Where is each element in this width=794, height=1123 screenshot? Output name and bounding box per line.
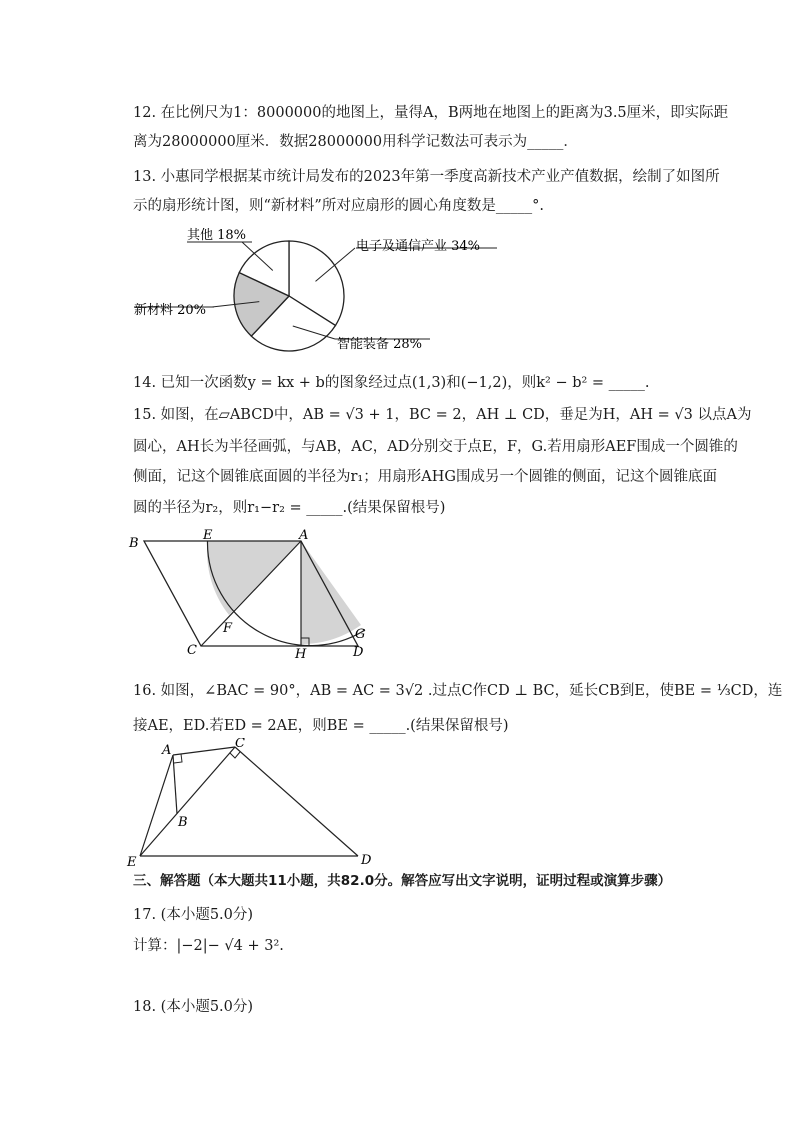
q14-line-1: 14. 已知一次函数y = kx + b的图象经过点(1,3)和(−1,2)，则k² − b² = _____. xyxy=(133,375,650,391)
q17-title: 17. (本小题5.0分) xyxy=(133,907,254,923)
label-b: B xyxy=(178,815,188,830)
pie-label-1: 智能装备 28% xyxy=(337,337,423,352)
label-c: C xyxy=(187,643,197,658)
segment-ec xyxy=(140,747,235,856)
q15-line-3: 侧面，记这个圆锥底面圆的半径为r₁；用扇形AHG围成另一个圆锥的侧面，记这个圆锥底面 xyxy=(133,469,717,485)
label-e: E xyxy=(127,855,137,868)
parallelogram-figure xyxy=(125,528,375,658)
q15-line-4: 圆的半径为r₂，则r₁−r₂ = _____.(结果保留根号) xyxy=(133,500,446,516)
segment-ac xyxy=(173,747,235,755)
pie-label-3: 其他 18% xyxy=(187,228,247,243)
label-a: A xyxy=(299,528,309,543)
pie-label-0: 电子及通信产业 34% xyxy=(356,239,481,254)
label-f: F xyxy=(223,621,233,636)
right-angle-c xyxy=(230,752,240,758)
q15-line-2: 圆心，AH长为半径画弧，与AB，AC，AD分别交于点E，F，G.若用扇形AEF围成一个圆锥的 xyxy=(133,439,738,455)
label-d: D xyxy=(361,853,372,868)
q15-line-1: 15. 如图，在▱ABCD中，AB = √3 + 1，BC = 2，AH ⊥ CD，垂足为H，AH = √3 以点A为 xyxy=(133,407,752,423)
q13-line-2: 示的扇形统计图，则“新材料”所对应扇形的圆心角度数是_____°. xyxy=(133,198,544,214)
q17-body: 计算：|−2|− √4 + 3². xyxy=(133,938,284,954)
label-c: C xyxy=(235,738,245,751)
q12-line-1: 12. 在比例尺为1：8000000的地图上，量得A，B两地在地图上的距离为3.5厘米，即实际距 xyxy=(133,105,729,121)
triangle-figure xyxy=(125,738,385,868)
label-h: H xyxy=(295,647,307,658)
label-b: B xyxy=(129,536,139,551)
q16-line-1: 16. 如图，∠BAC = 90°，AB = AC = 3√2 .过点C作CD ⊥ BC，延长CB到E，使BE = ⅓CD，连 xyxy=(133,683,783,699)
q13-line-1: 13. 小惠同学根据某市统计局发布的2023年第一季度高新技术产业产值数据，绘制了如图所 xyxy=(133,169,720,185)
segment-cd xyxy=(235,747,358,856)
pie-label-2: 新材料 20% xyxy=(134,303,207,318)
q12-line-2: 离为28000000厘米．数据28000000用科学记数法可表示为_____． xyxy=(133,134,578,150)
label-g: G xyxy=(355,627,366,642)
pie-chart xyxy=(130,226,550,366)
label-d: D xyxy=(353,645,364,658)
q18-title: 18. (本小题5.0分) xyxy=(133,999,254,1015)
section-3-heading: 三、解答题（本大题共11小题，共82.0分。解答应写出文字说明，证明过程或演算步骤） xyxy=(133,873,672,889)
segment-ae xyxy=(140,755,173,856)
q16-line-2: 接AE，ED.若ED = 2AE，则BE = _____.(结果保留根号) xyxy=(133,718,509,734)
label-e: E xyxy=(203,528,213,543)
label-a: A xyxy=(162,743,172,758)
segment-ab xyxy=(173,755,177,814)
sector-aef xyxy=(207,541,301,615)
right-angle-a xyxy=(174,754,182,763)
